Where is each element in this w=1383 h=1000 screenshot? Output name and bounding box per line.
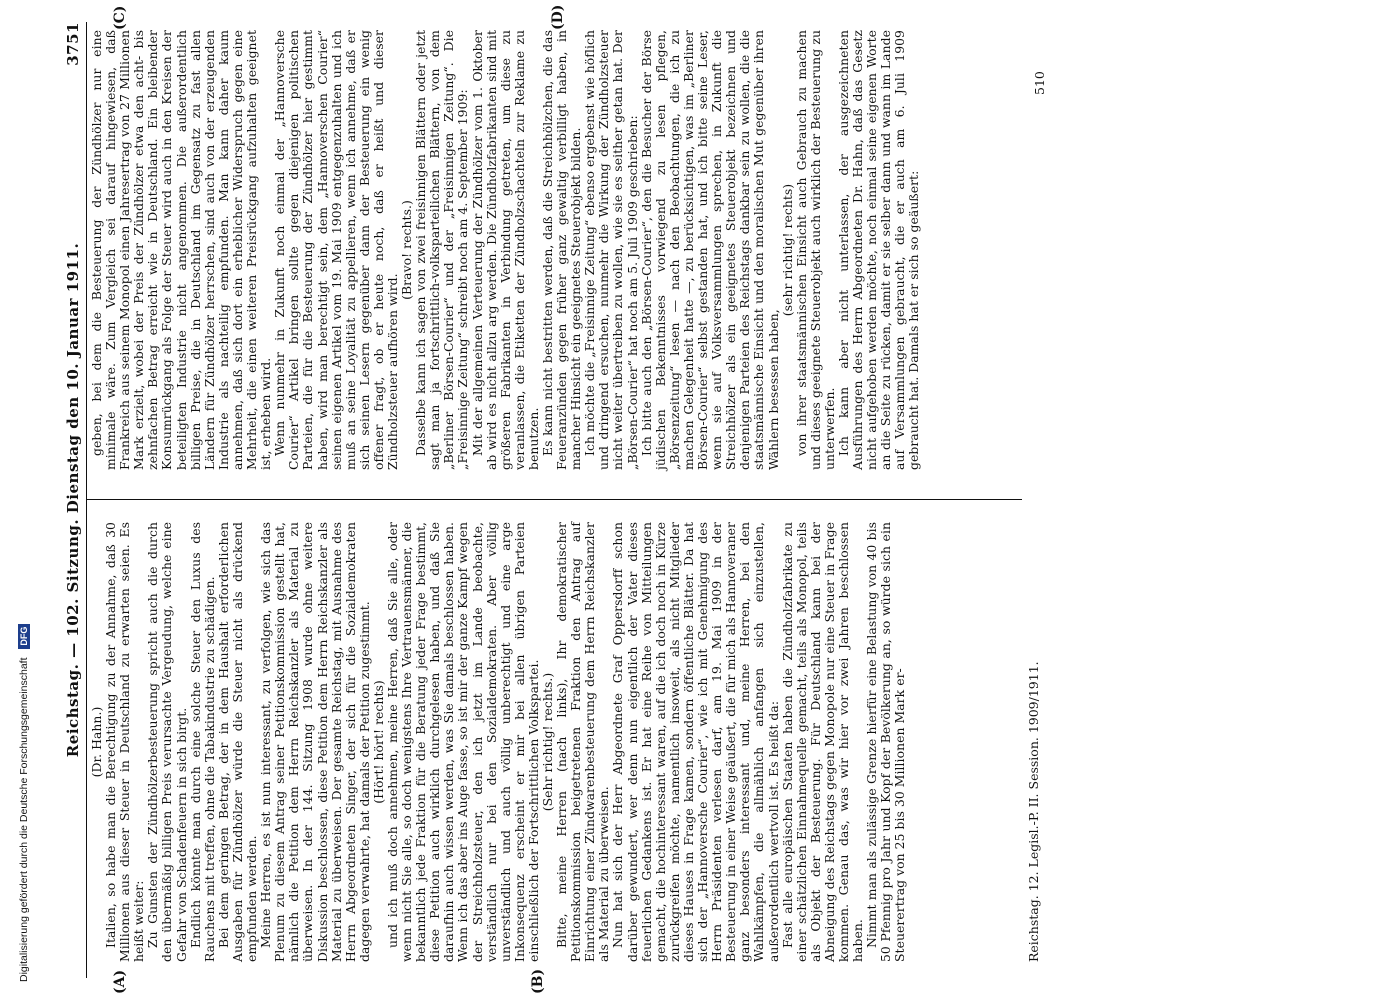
margin-letter-c: (C) — [112, 5, 128, 30]
paragraph: Zu Gunsten der Zündhölzerbesteuerung spricht auch die durch den übermäßig billigen Preis verursachte Vergeudung, welche eine Gefahr von Schadenfeuern in sich birgt. — [145, 522, 189, 962]
paragraph: Meine Herren, es ist nun interessant, zu verfolgen, wie sich das Plenum zu diesem Antrag seiner Petitionskommission gestellt hat, nämlich die Petition dem Herrn Reichskanzler als Material zu überweisen. In der 144. Sitzung 1908 wurde ohne weitere Diskussion beschlossen, diese Petition dem Herrn Reichskanzler als Material zu überweisen. Der gesamte Reichstag, mit Ausnahme des Herrn Abgeordneten Singer, der sich für die Sozialdemokraten dagegen verwahrte, hat damals der Petition zugestimmt. — [258, 522, 372, 962]
paragraph: Ich bitte auch den „Börsen-Courier“, den die Besucher der Börse jüdischen Bekenntnisses vorwiegend zu lesen pflegen, „Börsenzeitung“ lesen — nach den Beobachtungen, die ich zu machen Gelegenheit hatte —, zu berücksichtigen, was im „Berliner Börsen-Courier“ selbst gestanden hat, und ich bitte seine Leser, wenn sie auf Volksversammlungen sprechen, in Zukunft die Streichhölzer als ein geeignetes Steuerobjekt bezeichnen und denjenigen Parteien des Reichstags dankbar sein zu wollen, die die staatsmännische Einsicht und den moralischen Mut gegenüber ihren Wählern besessen haben, — [638, 30, 781, 470]
paragraph: Bei dem geringen Betrag, der in dem Haushalt erforderlichen Ausgaben für Zündhölzer würde die Steuer nicht als drückend empfunden werden. — [215, 522, 260, 962]
right-column — [90, 30, 922, 470]
margin-letter-b: (B) — [530, 968, 546, 994]
paragraph: Ich kann aber nicht unterlassen, der ausgezeichneten Ausführungen des Herrn Abgeordneten Dr. Hahn, daß das Gesetz nicht aufgehoben werden möchte, noch einmal seine eigenen Worte an die Seite zu rücken, damit er sie selber dann und wann im Lande auf Versammlungen gebraucht, die er auch am 6. Juli 1909 gebraucht hat. Damals hat er sich so geäußert: — [835, 30, 922, 470]
footer-imprint: Reichstag. 12. Legisl.-P. II. Session. 1909/1911. — [1026, 661, 1041, 962]
paragraph: Wenn nunmehr in Zukunft noch einmal der „Hannoversche Courier“ Artikel bringen sollte gegen diejenigen politischen Parteien, die für die Besteuerung der Zündhölzer hier gestimmt haben, wird man berechtigt sein, dem „Hannoverschen Courier“ seinen eigenen Artikel vom 19. Mai 1909 entgegenzuhalten und ich muß an seine Loyalität zu appellieren, wenn ich annehme, daß er sich seinen Lesern gegenüber dann der Besteuerung ein wenig offener fragt, ob er heute noch, daß er heißt und dieser Zündholzsteuer aufhören wird. — [272, 30, 400, 470]
paragraph: Italien, so habe man die Berechtigung zu der Annahme, daß 30 Millionen aus dieser Steuer in Deutschland zu erwarten seien. Es heißt weiter: — [103, 522, 147, 962]
paragraph: (Hört! hört! rechts) — [370, 680, 386, 804]
header-rule — [86, 22, 87, 978]
paragraph: (Bravo! rechts.) — [399, 200, 415, 300]
paragraph: (Sehr richtig! rechts.) — [540, 672, 555, 812]
speaker-label: (Dr. Hahn.) — [89, 706, 104, 778]
paragraph: von ihrer staatsmännischen Einsicht auch Gebrauch zu machen und dieses geeignete Steuerobjekt auch wirklich der Besteuerung zu unterwerfen. — [793, 30, 837, 470]
digitization-note: Digitalisierung gefördert durch die Deutsche Forschungsgemeinschaft — [18, 657, 30, 982]
paragraph: Es kann nicht bestritten werden, daß die Streichhölzchen, die das Feueranzünden gegen früher ganz gewaltig verbilligt haben, in mancher Hinsicht ein geeignetes Steuerobjekt bilden. — [540, 30, 584, 470]
paragraph: Nun hat sich der Herr Abgeordnete Graf Oppersdorff schon darüber gewundert, wer denn nun eigentlich der Vater dieses feuerlichen Gedankens ist. Er hat eine Reihe von Mitteilungen gemacht, die hochinteressant waren, auf die ich doch noch in Kürze zurückgreifen möchte, namentlich insoweit, als nicht Mitglieder dieses Hauses in Frage kamen, sondern öffentliche Blätter. Da hat sich der „Hannoversche Courier“, wie ich mit Genehmigung des Herrn Präsidenten verlesen darf, am 19. Mai 1909 in der Besteuerung in einer Weise geäußert, die für mich als Hannoveraner ganz besonders interessant und, meine Herren, bei den Wahlkämpfen, die allmählich anfangen sich einzustellen, außerordentlich wertvoll ist. Es heißt da: — [610, 522, 781, 962]
sheet-number: 510 — [1032, 71, 1047, 95]
left-column — [90, 522, 907, 962]
column-divider — [87, 499, 1022, 500]
paragraph: Fast alle europäischen Staaten haben die Zündholzfabrikate zu einer schätzlichen Einnahmequelle gemacht, teils als Monopol, teils als Objekt der Besteuerung. Für Deutschland kann bei der Abneigung des Reichstags gegen Monopole nur eine Steuer in Frage kommen. Genau das, was wir hier vor zwei Jahren beschlossen haben. — [779, 522, 866, 962]
paragraph: Ich möchte die „Freisinnige Zeitung“ ebenso ergebenst wie höflich und dringend ersuchen, nunmehr die Wirkung der Zündholzsteuer nicht weiter übertreiben zu wollen, wie sie es seither getan hat. Der „Börsen-Courier“ hat noch am 5. Juli 1909 geschrieben: — [582, 30, 640, 470]
running-head-title: Reichstag. — 102. Sitzung. Dienstag den 10. Januar 1911. — [64, 242, 82, 758]
paragraph: Bitte, meine Herren (nach links), Ihr demokratischer Petitionskommission beigetretenen Fraktion den Antrag auf Einrichtung einer Zündwarenbesteuerung dem Herrn Reichskanzler als Material zu überweisen. — [554, 522, 612, 962]
dfg-logo: DFG — [18, 624, 30, 649]
paragraph: Dasselbe kann ich sagen von zwei freisinnigen Blättern oder jetzt sagt man ja fortschrittlich-volksparteilichen Blättern, von dem „Berliner Börsen-Courier“ und der „Freisinnigen Zeitung“. Die „Freisinnige Zeitung“ schreibt noch am 4. September 1909: — [413, 30, 471, 470]
margin-letter-a: (A) — [112, 969, 128, 994]
margin-letter-d: (D) — [550, 4, 566, 30]
paragraph: (sehr richtig! rechts) — [779, 183, 795, 317]
document-page — [60, 0, 1325, 1000]
paragraph: geben, bei dem die Besteuerung der Zündhölzer nur eine minimale wäre. Zum Vergleich sei darauf hingewiesen, daß Frankreich aus seinem Monopol einen Jahresertrag von 27 Millionen Mark erzielt, wobei der Preis der Zündhölzer etwa den acht- bis zehnfachen Betrag erreicht wie in Deutschland. Ein bleibender Konsumrückgang als Folge der Steuer wird auch in den Kreisen der beteiligten Industrie nicht angenommen. Die außerordentlich billigen Preise, die in Deutschland im Gegensatz zu fast allen Ländern für Zündhölzer herrschen, sind auch von der erzeugenden Industrie als nachteilig empfunden. Man kann daher kaum annehmen, daß sich dort ein erheblicher Widerspruch gegen eine Mehrheit, die einen weiteren Preisrückgang aufzuhalten geeignet ist, erheben wird. — [89, 30, 274, 470]
page-number: 3751 — [64, 22, 82, 66]
paragraph: Mit der allgemeinen Verteuerung der Zündhölzer vom 1. Oktober ab wird es nicht allzu arg werden. Die Zündholzfabrikanten sind mit größeren Fabrikanten in Verbindung getreten, um diese zu veranlassen, die Etiketten der Zündholzschachteln zur Reklame zu benutzen. — [469, 30, 541, 470]
paragraph: und ich muß doch annehmen, meine Herren, daß Sie alle, oder wenn nicht Sie alle, so doch wenigstens Ihre Vertrauensmänner, die bekanntlich jede Fraktion für die Beratung jeder Frage bestimmt, diese Petition auch wirklich durchgelesen haben, und daß Sie daraufhin auch wissen werden, was Sie damals beschlossen haben. Wenn ich das aber ins Auge fasse, so ist mir der ganze Kampf wegen der Streichholzsteuer, den ich jetzt im Lande beobachte, verständlich nur bei den Sozialdemokraten. Aber völlig unverständlich und auch völlig unberechtigt und eine arge Inkonsequenz erscheint er mir bei allen übrigen Parteien einschließlich der Fortschrittlichen Volkspartei. — [384, 522, 541, 962]
paragraph: Endlich könnte man durch eine solche Steuer den Luxus des Rauchens mit treffen, ohne die Tabakindustrie zu schädigen. — [187, 522, 217, 962]
paragraph: Nimmt man als zulässige Grenze hierfür eine Belastung von 40 bis 50 Pfennig pro Jahr und Kopf der Bevölkerung an, so würde sich ein Steuerertrag von 25 bis 30 Millionen Mark er- — [864, 522, 908, 962]
running-head — [64, 22, 84, 978]
